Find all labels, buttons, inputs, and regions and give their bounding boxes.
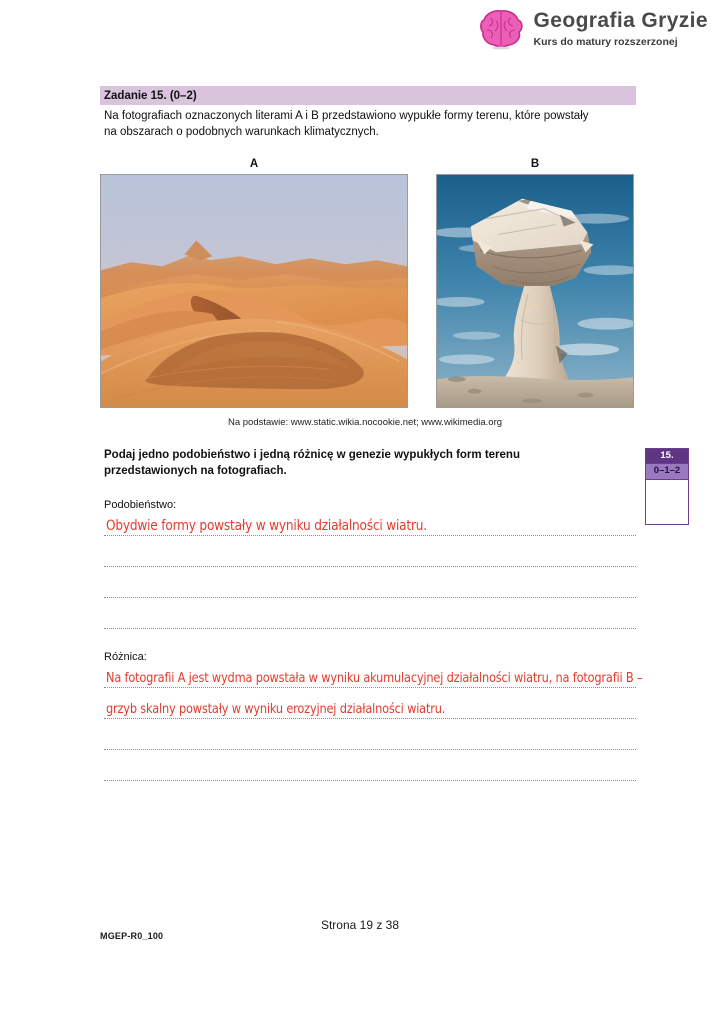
figure-a-frame (100, 174, 408, 408)
figure-b-label: B (530, 158, 540, 171)
score-box-entry-field[interactable] (646, 479, 688, 524)
answer-line[interactable] (104, 725, 636, 756)
difference-label: Różnica: (104, 651, 147, 664)
similarity-label: Podobieństwo: (104, 499, 177, 512)
brain-icon (478, 8, 524, 50)
mushroom-rock-photo (437, 175, 633, 407)
question-text: Podaj jedno podobieństwo i jedną różnicę w genezie wypukłych form terenu przedstawionych na fotografiach. (104, 449, 520, 478)
figure-a-label: A (249, 158, 259, 171)
answer-line[interactable] (104, 604, 636, 635)
task-header: Zadanie 15. (0–2) (100, 86, 636, 105)
answer-line[interactable] (104, 542, 636, 573)
score-box-number: 15. (646, 449, 688, 463)
figure-source: Na podstawie: www.static.wikia.nocookie.net; www.wikimedia.org (227, 417, 503, 429)
answer-line[interactable] (104, 511, 636, 542)
figure-b (436, 158, 634, 408)
footer-sheet-code: MGEP-R0_100 (100, 931, 164, 941)
difference-answer-block[interactable] (100, 663, 643, 787)
difference-answer-line-1: Na fotografii A jest wydma powstała w wyniku akumulacyjnej działalności wiatru, na fotografii B – (106, 670, 643, 687)
sand-dunes-photo (101, 175, 407, 407)
answer-line[interactable] (104, 756, 636, 787)
answer-line[interactable] (104, 694, 636, 725)
difference-answer-line-2: grzyb skalny powstały w wyniku erozyjnej działalności wiatru. (106, 701, 446, 718)
similarity-answer-text: Obydwie formy powstały w wyniku działalności wiatru. (106, 518, 427, 535)
site-branding (478, 8, 708, 50)
exam-page (100, 86, 643, 787)
brand-title: Geografia Gryzie (533, 9, 708, 33)
figure-b-frame (436, 174, 634, 408)
footer-page-number: Strona 19 z 38 (320, 918, 400, 932)
figure-group (100, 158, 636, 408)
score-box-points: 0–1–2 (646, 463, 688, 478)
similarity-answer-block[interactable] (100, 511, 636, 635)
figure-a (100, 158, 408, 408)
answer-line[interactable] (104, 573, 636, 604)
brand-subtitle: Kurs do matury rozszerzonej (533, 35, 678, 48)
answer-line[interactable] (104, 663, 643, 694)
branding-text (534, 10, 708, 47)
task-intro-text: Na fotografiach oznaczonych literami A i B przedstawiono wypukłe formy terenu, które powstały na obszarach o podobnych warunkach klimatycznych. (104, 110, 589, 139)
score-box (645, 448, 689, 525)
